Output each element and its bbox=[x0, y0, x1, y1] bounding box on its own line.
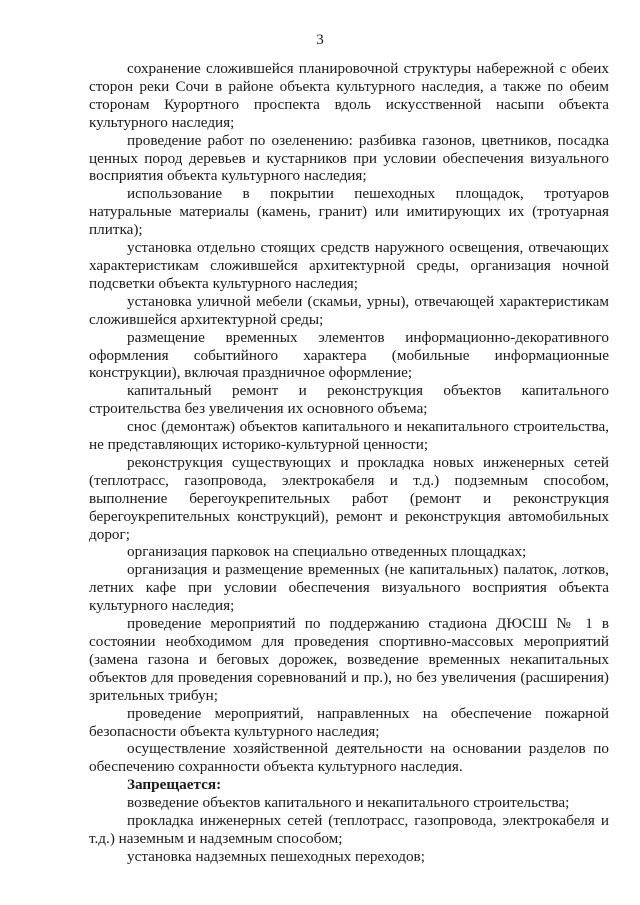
paragraph: проведение работ по озеленению: разбивка газонов, цветников, посадка ценных пород деревьев и кустарников при условии обеспечения визуального восприятия объекта культурного наследия; bbox=[89, 131, 609, 185]
paragraph: прокладка инженерных сетей (теплотрасс, газопровода, электрокабеля и т.д.) наземным и надземным способом; bbox=[89, 812, 609, 847]
paragraph: установка отдельно стоящих средств наружного освещения, отвечающих характеристикам сложившейся архитектурной среды, организация ночной подсветки объекта культурного наследия; bbox=[89, 239, 609, 292]
paragraph: снос (демонтаж) объектов капитального и некапитального строительства, не представляющих историко-культурной ценности; bbox=[89, 418, 609, 454]
document-body bbox=[89, 60, 609, 866]
paragraph: организация и размещение временных (не капитальных) палаток, лотков, летних кафе при условии обеспечения визуального восприятия объекта культурного наследия; bbox=[89, 561, 609, 615]
paragraph: сохранение сложившейся планировочной структуры набережной с обеих сторон реки Сочи в районе объекта культурного наследия, а также по обеим сторонам Курортного проспекта вдоль искусственной насыпи объекта культурного наследия; bbox=[89, 60, 609, 131]
paragraph: организация парковок на специально отведенных площадках; bbox=[127, 543, 527, 561]
paragraph: реконструкция существующих и прокладка новых инженерных сетей (теплотрасс, газопровода, электрокабеля и т.д.) подземным способом, выполнение берегоукрепительных работ (ремонт и реконструкция берегоукрепительных конструкций), ремонт и реконструкция автомобильных дорог; bbox=[89, 453, 609, 543]
paragraph: возведение объектов капитального и некапитального строительства; bbox=[127, 794, 570, 812]
paragraph: проведение мероприятий, направленных на обеспечение пожарной безопасности объекта культурного наследия; bbox=[89, 704, 609, 740]
paragraph: размещение временных элементов информационно-декоративного оформления событийного характера (мобильные информационные конструкции), включая праздничное оформление; bbox=[89, 328, 609, 382]
paragraph: установка уличной мебели (скамьи, урны), отвечающей характеристикам сложившейся архитектурной среды; bbox=[89, 292, 609, 328]
section-heading: Запрещается: bbox=[127, 776, 222, 794]
page-number: 3 bbox=[316, 32, 324, 48]
paragraph: проведение мероприятий по поддержанию стадиона ДЮСШ № 1 в состоянии необходимом для проведения спортивно-массовых мероприятий (замена газона и беговых дорожек, возведение временных некапитальных объектов для проведения соревнований и пр.), но без увеличения (расширения) зрительных трибун; bbox=[89, 615, 609, 704]
paragraph: использование в покрытии пешеходных площадок, тротуаров натуральные материалы (камень, гранит) или имитирующих их (тротуарная плитка); bbox=[89, 185, 609, 239]
paragraph: осуществление хозяйственной деятельности на основании разделов по обеспечению сохранности объекта культурного наследия. bbox=[89, 740, 609, 776]
paragraph: капитальный ремонт и реконструкция объектов капитального строительства без увеличения их основного объема; bbox=[89, 382, 609, 418]
paragraph: установка надземных пешеходных переходов; bbox=[127, 847, 425, 865]
